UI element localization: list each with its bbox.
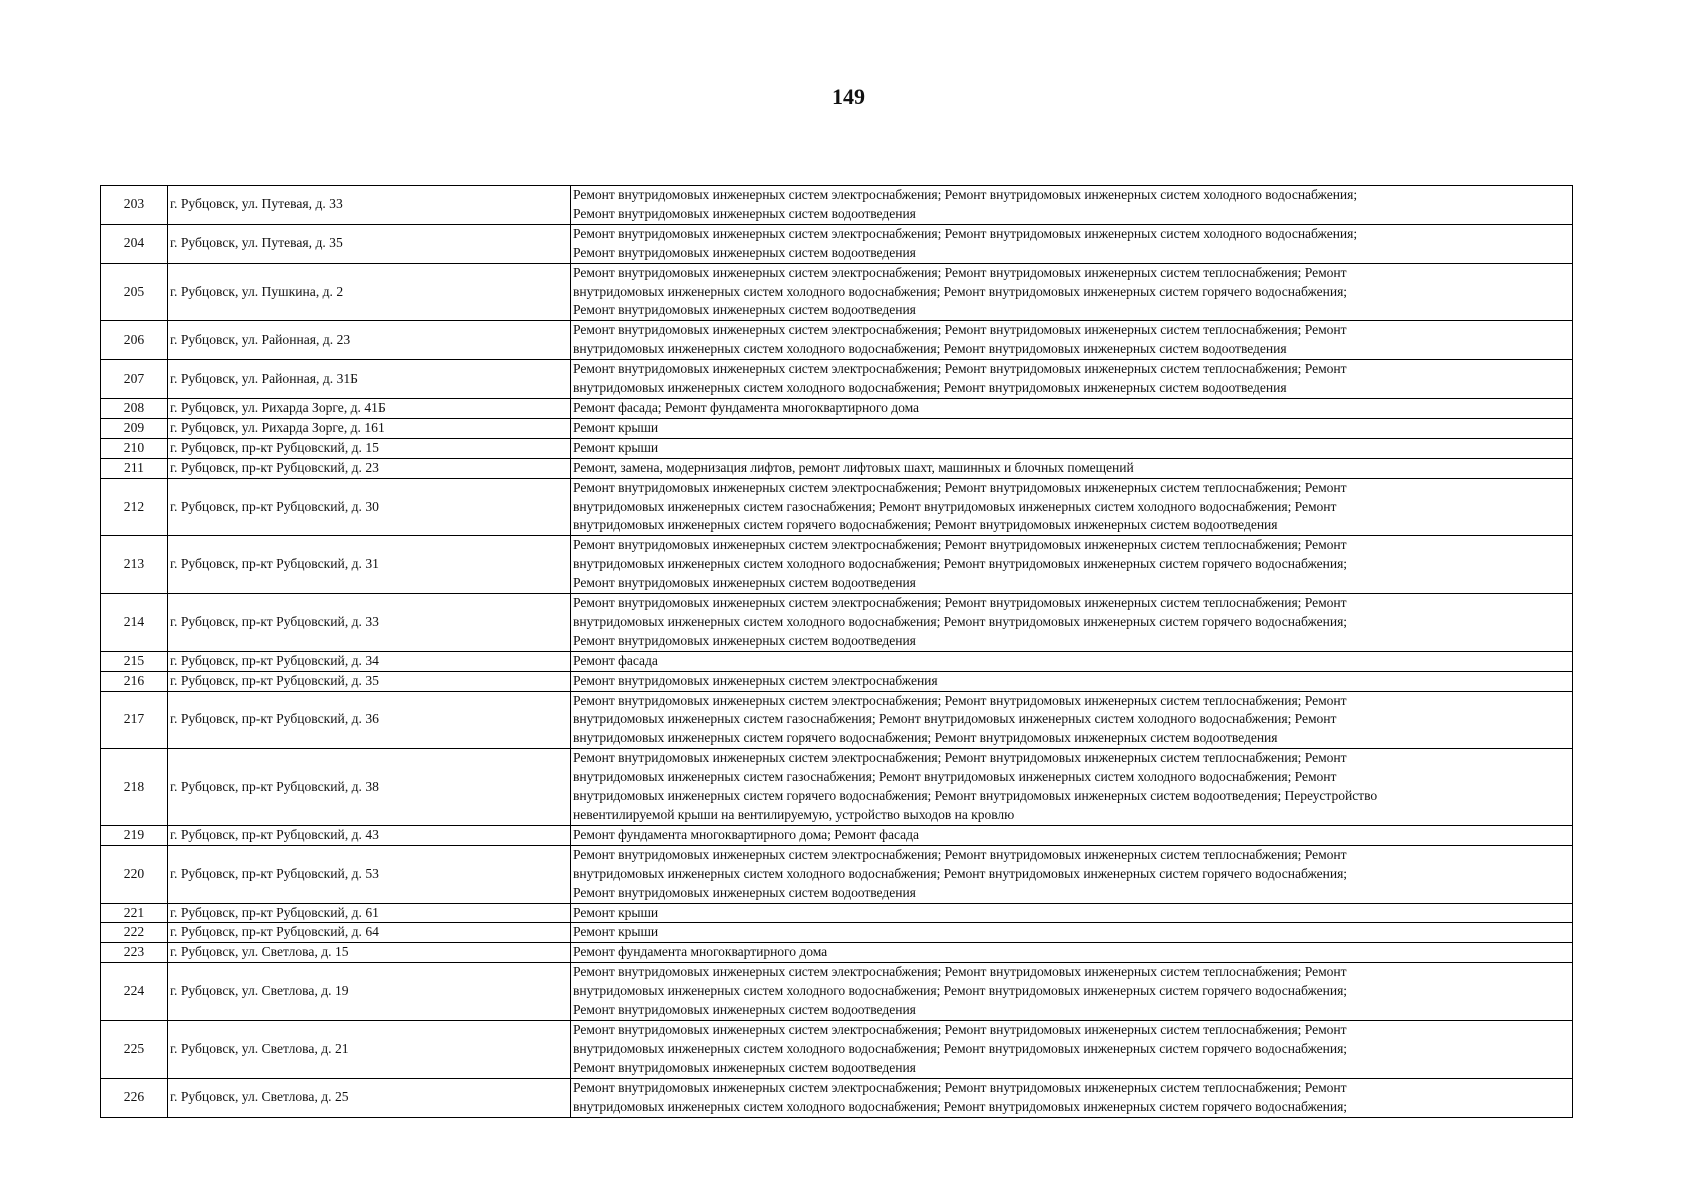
row-number: 212 <box>101 478 168 536</box>
address-cell: г. Рубцовск, пр-кт Рубцовский, д. 53 <box>168 845 571 903</box>
works-cell <box>571 398 1573 418</box>
works-line: Ремонт крыши <box>573 924 659 940</box>
works-line: Ремонт внутридомовых инженерных систем водоотведения <box>573 1059 916 1075</box>
works-line: внутридомовых инженерных систем газоснабжения; Ремонт внутридомовых инженерных систем холодного водоснабжения; Ремонт <box>573 498 1337 514</box>
table-row <box>101 963 1573 1021</box>
row-number: 218 <box>101 749 168 826</box>
table-row <box>101 536 1573 594</box>
works-line: Ремонт внутридомовых инженерных систем водоотведения <box>573 244 916 260</box>
works-line: Ремонт внутридомовых инженерных систем электроснабжения <box>573 672 938 688</box>
row-number: 220 <box>101 845 168 903</box>
address-cell: г. Рубцовск, пр-кт Рубцовский, д. 33 <box>168 594 571 652</box>
address-cell: г. Рубцовск, ул. Рихарда Зорге, д. 161 <box>168 418 571 438</box>
table-row <box>101 438 1573 458</box>
works-cell <box>571 903 1573 923</box>
row-number: 226 <box>101 1078 168 1117</box>
works-cell <box>571 923 1573 943</box>
table-row <box>101 1078 1573 1117</box>
table-row <box>101 845 1573 903</box>
works-line: Ремонт фасада; Ремонт фундамента многоквартирного дома <box>573 399 920 415</box>
works-line: внутридомовых инженерных систем горячего водоснабжения; Ремонт внутридомовых инженерных систем водоотведения <box>573 730 1278 746</box>
address-cell: г. Рубцовск, пр-кт Рубцовский, д. 15 <box>168 438 571 458</box>
works-line: Ремонт внутридомовых инженерных систем электроснабжения; Ремонт внутридомовых инженерных систем холодного водоснабжения; <box>573 187 1358 202</box>
row-number: 214 <box>101 594 168 652</box>
row-number: 219 <box>101 825 168 845</box>
works-line: Ремонт внутридомовых инженерных систем электроснабжения; Ремонт внутридомовых инженерных систем теплоснабжения; Ремонт <box>573 537 1347 553</box>
address-cell: г. Рубцовск, пр-кт Рубцовский, д. 23 <box>168 458 571 478</box>
works-line: Ремонт внутридомовых инженерных систем водоотведения <box>573 884 916 900</box>
works-cell <box>571 1020 1573 1078</box>
row-number: 217 <box>101 691 168 749</box>
table-row <box>101 651 1573 671</box>
works-line: Ремонт внутридомовых инженерных систем водоотведения <box>573 205 916 221</box>
address-cell: г. Рубцовск, пр-кт Рубцовский, д. 61 <box>168 903 571 923</box>
works-cell <box>571 671 1573 691</box>
works-line: внутридомовых инженерных систем холодного водоснабжения; Ремонт внутридомовых инженерных систем горячего водоснабжения; <box>573 613 1348 629</box>
works-line: Ремонт внутридомовых инженерных систем водоотведения <box>573 575 916 591</box>
works-cell <box>571 825 1573 845</box>
address-cell: г. Рубцовск, ул. Путевая, д. 33 <box>168 186 571 225</box>
address-cell: г. Рубцовск, пр-кт Рубцовский, д. 34 <box>168 651 571 671</box>
table-row <box>101 398 1573 418</box>
works-cell <box>571 594 1573 652</box>
works-cell <box>571 1078 1573 1117</box>
table-row <box>101 691 1573 749</box>
works-cell <box>571 943 1573 963</box>
works-cell <box>571 691 1573 749</box>
works-cell <box>571 321 1573 360</box>
address-cell: г. Рубцовск, ул. Светлова, д. 25 <box>168 1078 571 1117</box>
row-number: 208 <box>101 398 168 418</box>
works-line: внутридомовых инженерных систем холодного водоснабжения; Ремонт внутридомовых инженерных систем горячего водоснабжения; <box>573 1040 1348 1056</box>
works-line: Ремонт фундамента многоквартирного дома; Ремонт фасада <box>573 826 920 842</box>
works-line: Ремонт внутридомовых инженерных систем электроснабжения; Ремонт внутридомовых инженерных систем теплоснабжения; Ремонт <box>573 479 1347 495</box>
works-line: внутридомовых инженерных систем холодного водоснабжения; Ремонт внутридомовых инженерных систем горячего водоснабжения; <box>573 865 1348 881</box>
works-cell <box>571 749 1573 826</box>
table-row <box>101 825 1573 845</box>
works-line: Ремонт фасада <box>573 652 658 668</box>
row-number: 209 <box>101 418 168 438</box>
table-row <box>101 671 1573 691</box>
works-line: внутридомовых инженерных систем холодного водоснабжения; Ремонт внутридомовых инженерных систем горячего водоснабжения; <box>573 283 1348 299</box>
works-line: Ремонт внутридомовых инженерных систем электроснабжения; Ремонт внутридомовых инженерных систем холодного водоснабжения; <box>573 225 1358 241</box>
works-line: Ремонт крыши <box>573 904 659 920</box>
address-cell: г. Рубцовск, ул. Светлова, д. 21 <box>168 1020 571 1078</box>
row-number: 224 <box>101 963 168 1021</box>
works-line: Ремонт внутридомовых инженерных систем электроснабжения; Ремонт внутридомовых инженерных систем теплоснабжения; Ремонт <box>573 964 1347 980</box>
works-line: внутридомовых инженерных систем холодного водоснабжения; Ремонт внутридомовых инженерных систем горячего водоснабжения; <box>573 983 1348 999</box>
works-line: внутридомовых инженерных систем холодного водоснабжения; Ремонт внутридомовых инженерных систем горячего водоснабжения; <box>573 556 1348 572</box>
table-row <box>101 749 1573 826</box>
works-line: Ремонт внутридомовых инженерных систем электроснабжения; Ремонт внутридомовых инженерных систем теплоснабжения; Ремонт <box>573 1079 1347 1095</box>
works-cell <box>571 845 1573 903</box>
works-line: внутридомовых инженерных систем холодного водоснабжения; Ремонт внутридомовых инженерных систем водоотведения <box>573 341 1287 357</box>
works-line: Ремонт внутридомовых инженерных систем водоотведения <box>573 1002 916 1018</box>
address-cell: г. Рубцовск, пр-кт Рубцовский, д. 64 <box>168 923 571 943</box>
address-cell: г. Рубцовск, пр-кт Рубцовский, д. 30 <box>168 478 571 536</box>
works-line: внутридомовых инженерных систем газоснабжения; Ремонт внутридомовых инженерных систем холодного водоснабжения; Ремонт <box>573 769 1337 785</box>
works-cell <box>571 186 1573 225</box>
address-cell: г. Рубцовск, ул. Светлова, д. 19 <box>168 963 571 1021</box>
works-line: Ремонт внутридомовых инженерных систем электроснабжения; Ремонт внутридомовых инженерных систем теплоснабжения; Ремонт <box>573 361 1347 377</box>
row-number: 221 <box>101 903 168 923</box>
row-number: 204 <box>101 224 168 263</box>
row-number: 215 <box>101 651 168 671</box>
works-line: Ремонт крыши <box>573 419 659 435</box>
table-row <box>101 943 1573 963</box>
table-row <box>101 923 1573 943</box>
works-line: Ремонт внутридомовых инженерных систем электроснабжения; Ремонт внутридомовых инженерных систем теплоснабжения; Ремонт <box>573 595 1347 611</box>
row-number: 203 <box>101 186 168 225</box>
works-line: Ремонт внутридомовых инженерных систем электроснабжения; Ремонт внутридомовых инженерных систем теплоснабжения; Ремонт <box>573 264 1347 280</box>
row-number: 222 <box>101 923 168 943</box>
table-row <box>101 263 1573 321</box>
works-line: Ремонт внутридомовых инженерных систем электроснабжения; Ремонт внутридомовых инженерных систем теплоснабжения; Ремонт <box>573 322 1347 338</box>
table-row <box>101 903 1573 923</box>
row-number: 225 <box>101 1020 168 1078</box>
address-cell: г. Рубцовск, пр-кт Рубцовский, д. 36 <box>168 691 571 749</box>
table-row <box>101 321 1573 360</box>
table-row <box>101 360 1573 399</box>
works-line: Ремонт внутридомовых инженерных систем водоотведения <box>573 632 916 648</box>
works-line: Ремонт внутридомовых инженерных систем водоотведения <box>573 302 916 318</box>
table-row <box>101 418 1573 438</box>
address-cell: г. Рубцовск, пр-кт Рубцовский, д. 43 <box>168 825 571 845</box>
works-cell <box>571 438 1573 458</box>
row-number: 223 <box>101 943 168 963</box>
address-cell: г. Рубцовск, ул. Светлова, д. 15 <box>168 943 571 963</box>
address-cell: г. Рубцовск, ул. Пушкина, д. 2 <box>168 263 571 321</box>
works-line: Ремонт внутридомовых инженерных систем электроснабжения; Ремонт внутридомовых инженерных систем теплоснабжения; Ремонт <box>573 1021 1347 1037</box>
works-line: внутридомовых инженерных систем горячего водоснабжения; Ремонт внутридомовых инженерных систем водоотведения; Переустройство <box>573 788 1378 804</box>
row-number: 205 <box>101 263 168 321</box>
works-line: Ремонт фундамента многоквартирного дома <box>573 944 828 960</box>
address-cell: г. Рубцовск, ул. Районная, д. 31Б <box>168 360 571 399</box>
table-row <box>101 458 1573 478</box>
works-line: невентилируемой крыши на вентилируемую, устройство выходов на кровлю <box>573 807 1015 822</box>
works-cell <box>571 651 1573 671</box>
table-row <box>101 186 1573 225</box>
address-cell: г. Рубцовск, пр-кт Рубцовский, д. 31 <box>168 536 571 594</box>
works-cell <box>571 478 1573 536</box>
works-line: Ремонт внутридомовых инженерных систем электроснабжения; Ремонт внутридомовых инженерных систем теплоснабжения; Ремонт <box>573 750 1347 766</box>
works-cell <box>571 458 1573 478</box>
row-number: 211 <box>101 458 168 478</box>
row-number: 213 <box>101 536 168 594</box>
row-number: 216 <box>101 671 168 691</box>
works-line: внутридомовых инженерных систем холодного водоснабжения; Ремонт внутридомовых инженерных систем водоотведения <box>573 380 1287 396</box>
works-cell <box>571 536 1573 594</box>
address-cell: г. Рубцовск, пр-кт Рубцовский, д. 38 <box>168 749 571 826</box>
table-row <box>101 594 1573 652</box>
works-cell <box>571 963 1573 1021</box>
works-line: Ремонт крыши <box>573 439 659 455</box>
works-line: Ремонт внутридомовых инженерных систем электроснабжения; Ремонт внутридомовых инженерных систем теплоснабжения; Ремонт <box>573 692 1347 708</box>
works-cell <box>571 224 1573 263</box>
table-row <box>101 1020 1573 1078</box>
page-number: 149 <box>832 84 865 109</box>
row-number: 206 <box>101 321 168 360</box>
address-cell: г. Рубцовск, ул. Рихарда Зорге, д. 41Б <box>168 398 571 418</box>
table-row <box>101 478 1573 536</box>
address-cell: г. Рубцовск, ул. Путевая, д. 35 <box>168 224 571 263</box>
address-cell: г. Рубцовск, ул. Районная, д. 23 <box>168 321 571 360</box>
works-cell <box>571 418 1573 438</box>
row-number: 207 <box>101 360 168 399</box>
works-cell <box>571 360 1573 399</box>
address-cell: г. Рубцовск, пр-кт Рубцовский, д. 35 <box>168 671 571 691</box>
works-line: Ремонт, замена, модернизация лифтов, ремонт лифтовых шахт, машинных и блочных помещений <box>573 459 1134 475</box>
registry-body <box>101 186 1573 1118</box>
works-line: внутридомовых инженерных систем холодного водоснабжения; Ремонт внутридомовых инженерных систем горячего водоснабжения; <box>573 1098 1348 1114</box>
works-cell <box>571 263 1573 321</box>
works-line: внутридомовых инженерных систем газоснабжения; Ремонт внутридомовых инженерных систем холодного водоснабжения; Ремонт <box>573 711 1337 727</box>
repair-registry-table <box>100 185 1573 1118</box>
row-number: 210 <box>101 438 168 458</box>
works-line: Ремонт внутридомовых инженерных систем электроснабжения; Ремонт внутридомовых инженерных систем теплоснабжения; Ремонт <box>573 846 1347 862</box>
table-row <box>101 224 1573 263</box>
works-line: внутридомовых инженерных систем горячего водоснабжения; Ремонт внутридомовых инженерных систем водоотведения <box>573 517 1278 533</box>
